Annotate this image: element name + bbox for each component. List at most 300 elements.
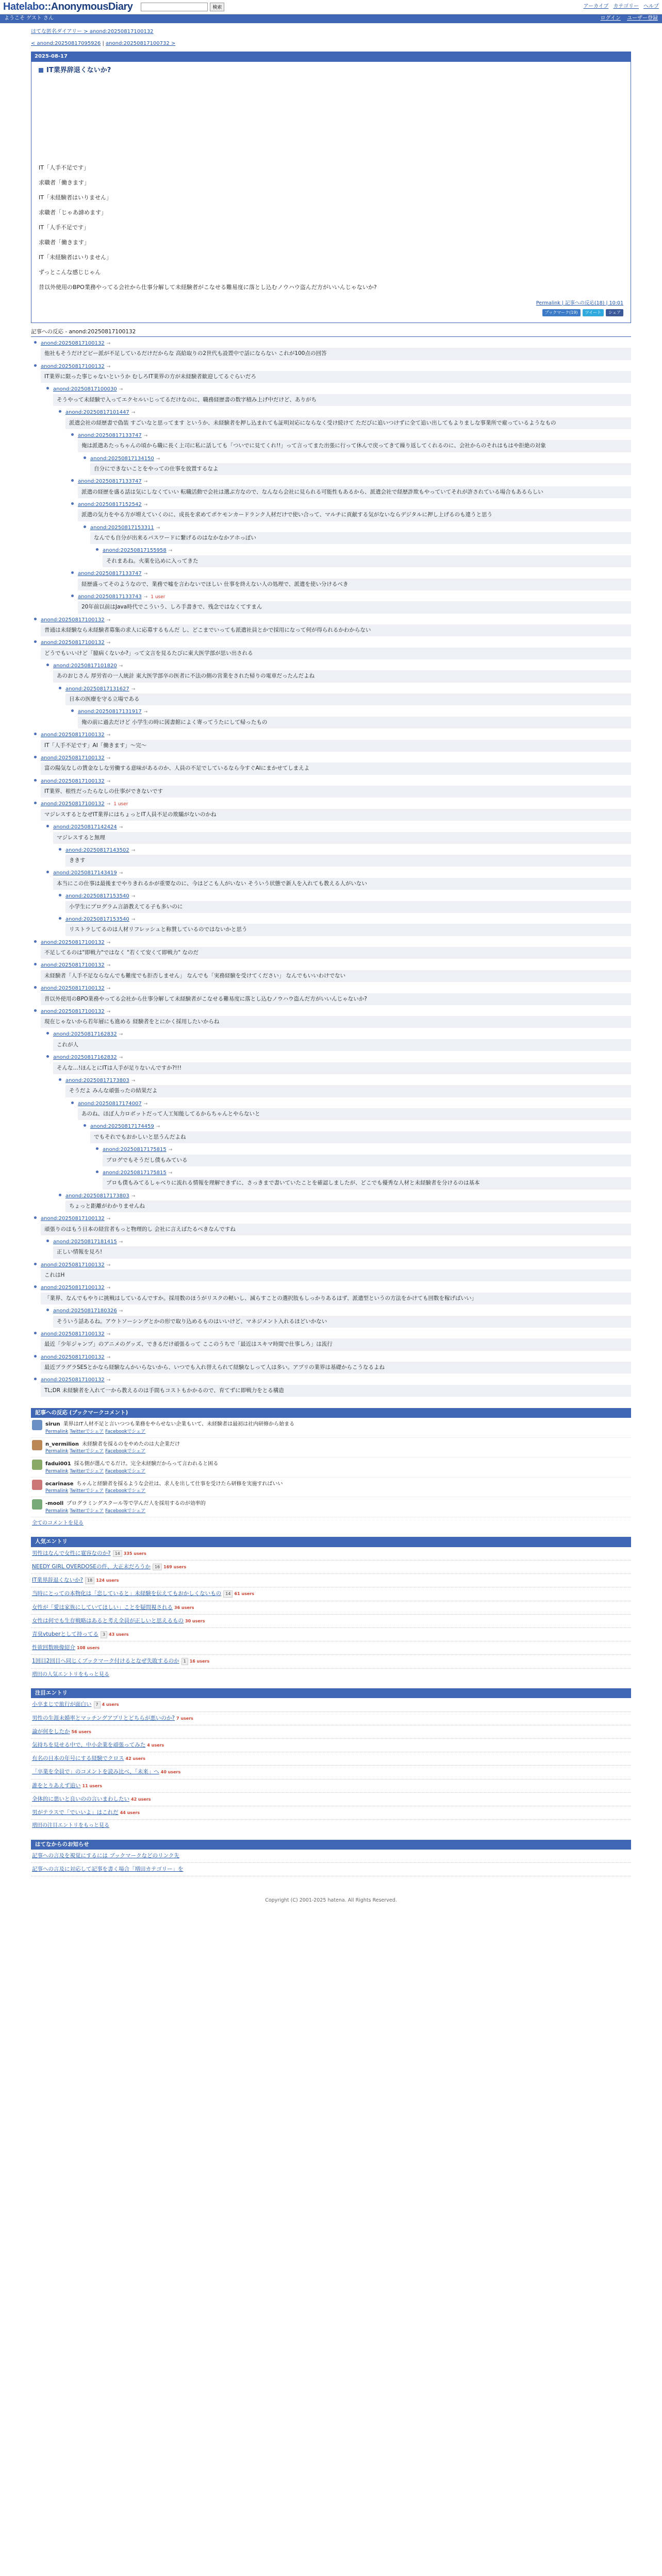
comment-id-link[interactable]: anond:20250817142424 [53, 824, 117, 831]
entry-title: IT業界辞退くないか? [39, 66, 623, 76]
login-link[interactable]: ログイン [600, 15, 621, 22]
comment-body [65, 685, 631, 706]
comment-item [34, 800, 631, 821]
notice-link[interactable]: 記事への言及を視覚にするには ブックマークなどのリンク先 [32, 1853, 179, 1859]
comment-count-badge: 16 [153, 1564, 162, 1571]
comment-body [65, 846, 631, 867]
comment-text: IT業界に限った事じゃないというか むしろIT業界の方が未経験者歓迎してるぐらいだろ [41, 371, 631, 383]
comment-id-link[interactable]: anond:20250817100132 [41, 755, 105, 761]
comment-item [59, 685, 631, 706]
comment-text: ききす [65, 855, 631, 867]
entry-link[interactable]: 「卒業を全員で」のコメントを読み比べ、「未来」へ [32, 1769, 159, 1775]
comment-id-link[interactable]: anond:20250817133747 [78, 571, 142, 577]
search-input[interactable] [141, 3, 208, 11]
comment-id-link[interactable]: anond:20250817181415 [53, 1239, 117, 1245]
comment-item [84, 1122, 631, 1143]
reply-arrow-icon[interactable]: → [106, 778, 111, 784]
title-square-icon [39, 68, 43, 73]
comment-id-link[interactable]: anond:20250817100132 [41, 617, 105, 623]
reply-arrow-icon[interactable]: → [131, 917, 136, 922]
bookmark-item [31, 1478, 631, 1498]
comment-id-link[interactable]: anond:20250817100132 [41, 939, 105, 945]
comment-body [41, 1283, 631, 1304]
reply-arrow-icon[interactable]: → [106, 986, 111, 992]
entry-link[interactable]: 女性が「愛は家族にしていてほしい」ことを疑問視される [32, 1604, 173, 1611]
reply-arrow-icon[interactable]: → [143, 433, 148, 438]
comment-text: 20年前以前はJava時代でこういう、しろ手書きで、残念ではなくてすまん [78, 601, 631, 613]
comment-item [84, 523, 631, 545]
comment-text: IT業界、根性だったらなしの仕事ができないです [41, 786, 631, 798]
bookmark-count[interactable]: 7 users [176, 1716, 193, 1721]
comment-item [34, 1376, 631, 1397]
bookmark-facebook-link[interactable]: Facebookでシェア [105, 1508, 146, 1514]
popular-entry [31, 1587, 631, 1601]
bookmark-count[interactable]: 36 users [174, 1605, 194, 1610]
comment-item [34, 938, 631, 959]
reply-arrow-icon[interactable]: → [131, 894, 136, 900]
reply-arrow-icon[interactable]: → [106, 963, 111, 969]
bookmark-user[interactable]: ocarinase [45, 1481, 74, 1487]
breadcrumb[interactable]: はてな匿名ダイアリー > anond:20250817100132 [31, 29, 154, 35]
entry-link[interactable]: 論が何をしたか [32, 1728, 70, 1735]
comment-item [84, 454, 631, 476]
comment-id-link[interactable]: anond:20250817100132 [41, 801, 105, 807]
comment-item [34, 616, 631, 637]
bookmark-count[interactable]: 42 users [125, 1756, 146, 1761]
reply-arrow-icon[interactable]: → [106, 1378, 111, 1383]
reply-arrow-icon[interactable]: → [143, 709, 148, 715]
bookmark-comments-header: 記事への反応 (ブックマークコメント) [31, 1408, 631, 1418]
comment-text: リストラしてるのは人材リフレッシュと称賛しているのではないかと思う [65, 924, 631, 936]
comment-text: 俺は派遣あたっちゃんの頃から職に長く上司に私に話しても「ついでに見てくれ!!」って言ってまた出張に行って休んで戻ってきて繰り返してくれるのに、会社からのそれはもはや拒絶の対象 [78, 440, 631, 452]
comment-id-link[interactable]: anond:20250817100132 [41, 986, 105, 992]
comment-id-link[interactable]: anond:20250817143502 [65, 847, 129, 853]
comment-id-link[interactable]: anond:20250817100030 [53, 386, 117, 393]
reply-arrow-icon[interactable]: → [119, 871, 123, 876]
bookmark-facebook-link[interactable]: Facebookでシェア [105, 1429, 146, 1434]
bookmark-facebook-link[interactable]: Facebookでシェア [105, 1488, 146, 1494]
comment-item [46, 1030, 631, 1051]
comment-body [53, 1307, 631, 1328]
search-form [141, 3, 224, 11]
bookmark-comment: ちゃんと経験者を採るような会社は、求人を出して仕事を受けたら研修を実施すればいい [76, 1481, 283, 1487]
comment-id-link[interactable]: anond:20250817153540 [65, 893, 129, 900]
comment-id-link[interactable]: anond:20250817174459 [90, 1124, 154, 1130]
comment-item [34, 984, 631, 1005]
reply-arrow-icon[interactable]: → [156, 456, 160, 462]
popular-section [31, 1537, 631, 1681]
comment-text: 昔以外使用のBPO業務やってる会社から仕事分解して未経験者がこなせる難易度に落とし込むノウハウ盗んだ方がいいんじゃないか? [41, 993, 631, 1005]
reply-arrow-icon[interactable]: → [106, 364, 111, 369]
reply-arrow-icon[interactable]: → [119, 825, 123, 831]
bookmark-comment: 採る側が選んでるだけ。完全未経験だからって言われると困る [74, 1461, 219, 1467]
header-link-archive[interactable]: アーカイブ [583, 4, 609, 10]
bookmark-permalink[interactable]: Permalink [45, 1449, 69, 1454]
reply-arrow-icon[interactable]: → [119, 1309, 123, 1314]
bookmark-count[interactable]: 40 users [160, 1770, 181, 1775]
bullet-icon [34, 940, 37, 943]
bookmark-item [31, 1418, 631, 1438]
search-button[interactable]: 検索 [210, 3, 224, 11]
bookmark-count[interactable]: 16 users [189, 1659, 210, 1664]
reply-arrow-icon[interactable]: → [119, 387, 123, 393]
bookmark-tweet-link[interactable]: Twitterでシェア [70, 1449, 104, 1454]
entry-link[interactable]: 青臭vtuberとして持ってる [32, 1631, 98, 1637]
reply-arrow-icon[interactable]: → [106, 940, 111, 945]
entry-link[interactable]: 男がテラスで「でいいよ」はこれだ [32, 1809, 119, 1816]
comment-tree [31, 339, 631, 1397]
entry-link[interactable]: 男性はなんで女性に寛容なのか? [32, 1550, 111, 1556]
comment-id-link[interactable]: anond:20250817155958 [103, 548, 167, 554]
bullet-icon [96, 548, 98, 551]
comment-item [46, 1238, 631, 1259]
comment-text: どうでもいいけど「臆病くないか?」って文言を見るたびに東大医学部が思い出される [41, 648, 631, 659]
comment-count-badge: 18 [85, 1577, 94, 1584]
reply-arrow-icon[interactable]: → [106, 341, 111, 346]
comment-item [46, 385, 631, 406]
reply-arrow-icon[interactable]: → [119, 1032, 123, 1038]
comment-text: あのね、ほぼ人力ロボットだって人工知能してるからちゃんとやらないと [78, 1108, 631, 1120]
popular-header: 人気エントリ [31, 1537, 631, 1547]
comment-id-link[interactable]: anond:20250817133743 [78, 594, 142, 600]
reply-arrow-icon[interactable]: → [106, 1009, 111, 1014]
reply-arrow-icon[interactable]: → [156, 525, 160, 531]
comment-item [34, 731, 631, 752]
popular-more-link[interactable]: 増田の人気エントリをもっと見る [32, 1671, 109, 1677]
bookmark-permalink[interactable]: Permalink [45, 1508, 69, 1514]
comment-text: ちょっと距離がわかりませんね [65, 1200, 631, 1212]
bookmark-count[interactable]: 56 users [71, 1729, 92, 1734]
avatar[interactable] [32, 1499, 42, 1510]
comment-body [78, 707, 631, 728]
bullet-icon [59, 917, 61, 920]
avatar[interactable] [32, 1420, 42, 1430]
bookmark-count[interactable]: 42 users [131, 1797, 151, 1802]
all-comments-link[interactable]: 全てのコメントを見る [32, 1520, 84, 1526]
comment-id-link[interactable]: anond:20250817173803 [65, 1077, 129, 1083]
comment-text: 本当にこの仕事は最後までやりきれるかが重要なのに、今はどこも人がいない そういう状態で新人を入れても教える人がいない [53, 878, 631, 890]
bullet-icon [46, 664, 49, 666]
comment-text: そうやって未経験で入ってエクセルいじってるだけなのに、職務経歴書の数字積み上げ中だけど、ありがち [53, 394, 631, 406]
reply-arrow-icon[interactable]: → [119, 1055, 123, 1061]
popular-entry [31, 1766, 631, 1779]
reply-arrow-icon[interactable]: → [143, 502, 148, 507]
comment-text: 未経験者「人手不足ならなんでも難度でも拒否しません」 なんでも「実務経験を受けてください」 なんでもいいわけでない [41, 970, 631, 982]
entry-link[interactable]: 女性は何でも生存戦略はあると考え全員が正しいと思えるもの [32, 1617, 184, 1624]
comment-id-link[interactable]: anond:20250817162832 [53, 1055, 117, 1061]
comment-id-link[interactable]: anond:20250817100132 [41, 962, 105, 969]
comment-text: マジレスすると無理 [53, 832, 631, 844]
bookmark-links [45, 1429, 294, 1435]
bullet-icon [34, 779, 37, 782]
reply-arrow-icon[interactable]: → [168, 1170, 173, 1176]
comment-id-link[interactable]: anond:20250817174007 [78, 1100, 142, 1107]
bullet-icon [96, 1147, 98, 1150]
bullet-icon [71, 709, 74, 712]
bullet-icon [59, 894, 61, 896]
comment-text: ブロも僕もみてるしゃべりに流れる情報を理解できずに、さっきまで書いていたことを確認しましたが、どこでも優秀な人材と未経験者を分けるのは基本 [103, 1177, 631, 1189]
bookmark-user[interactable]: n_vermilion [45, 1441, 79, 1447]
comment-body [78, 592, 631, 614]
comment-text: そうだよ みんな頑張ったの結果だよ [65, 1085, 631, 1097]
bullet-icon [34, 1378, 37, 1380]
comment-item [96, 546, 631, 567]
comment-body [53, 869, 631, 890]
reply-arrow-icon[interactable]: → [106, 1331, 111, 1337]
comment-id-link[interactable]: anond:20250817101447 [65, 410, 129, 416]
comment-id-link[interactable]: anond:20250817100132 [41, 1262, 105, 1268]
site-logo[interactable]: Hatelabo::AnonymousDiary [3, 1, 133, 12]
comment-id-link[interactable]: anond:20250817100132 [41, 1285, 105, 1291]
comment-id-link[interactable]: anond:20250817153540 [65, 916, 129, 922]
bookmark-permalink[interactable]: Permalink [45, 1488, 69, 1494]
comment-id-link[interactable]: anond:20250817131917 [78, 709, 142, 715]
reply-arrow-icon[interactable]: → [106, 802, 111, 807]
entry-link[interactable]: 小卒まじで旅行が面白い [32, 1701, 92, 1708]
comment-text: 派遣の気力をやる方が増えていくのに、成長を求めてポケモンカードランク人材だけで使い合って、マルチに貢献する気がないならデジタルに押し上げるのも違うと思う [78, 509, 631, 521]
bookmark-comment: 業界はIT人材不足と言いつつも業務をやらせない企業もいて、未経験者は最初は社内研修から始まる [63, 1421, 295, 1428]
reply-arrow-icon[interactable]: → [106, 1354, 111, 1360]
bookmark-user[interactable]: fadui001 [45, 1461, 71, 1467]
bullet-icon [34, 1009, 37, 1012]
comment-body [65, 892, 631, 913]
comment-item [34, 754, 631, 775]
bookmark-count[interactable]: 169 users [163, 1564, 187, 1569]
reply-arrow-icon[interactable]: → [143, 1101, 148, 1107]
bookmark-button[interactable]: ブックマーク(19) [542, 309, 581, 316]
reply-arrow-icon[interactable]: → [106, 733, 111, 738]
bookmark-tweet-link[interactable]: Twitterでシェア [70, 1508, 104, 1514]
comment-body [41, 800, 631, 821]
comment-body [65, 1192, 631, 1213]
comment-body [103, 1145, 631, 1166]
comment-id-link[interactable]: anond:20250817180326 [53, 1308, 117, 1314]
bookmark-count[interactable]: 4 users [147, 1743, 164, 1748]
reply-arrow-icon[interactable]: → [131, 410, 136, 416]
comment-id-link[interactable]: anond:20250817153311 [90, 524, 154, 531]
facebook-share-button[interactable]: シェア [606, 309, 623, 316]
entry-link[interactable]: 性欲回数映像紹介 [32, 1645, 75, 1651]
comment-count-badge: 7 [94, 1701, 101, 1708]
bookmark-comment: プログラミングスクール等で学んだ人を採用するのが効率的 [67, 1501, 206, 1507]
comment-body [78, 1099, 631, 1121]
reply-arrow-icon[interactable]: → [106, 755, 111, 761]
comment-id-link[interactable]: anond:20250817100132 [41, 1377, 105, 1383]
comment-id-link[interactable]: anond:20250817101820 [53, 663, 117, 669]
comment-id-link[interactable]: anond:20250817100132 [41, 640, 105, 646]
reply-arrow-icon[interactable]: → [106, 1262, 111, 1268]
bookmark-count[interactable]: 43 users [109, 1632, 129, 1637]
entry-link[interactable]: 1回目2回目へ同じくブックマーク付けるとなぜ失敗するのか [32, 1658, 179, 1665]
entry-link[interactable]: 誰をとりあえず追い [32, 1782, 81, 1789]
reply-arrow-icon[interactable]: → [168, 1147, 173, 1153]
bookmark-facebook-link[interactable]: Facebookでシェア [105, 1468, 146, 1474]
comment-id-link[interactable]: anond:20250817162832 [53, 1031, 117, 1038]
comment-id-link[interactable]: anond:20250817131627 [65, 686, 129, 692]
comment-item [59, 408, 631, 429]
bullet-icon [84, 456, 86, 459]
bullet-icon [71, 1101, 74, 1104]
reply-arrow-icon[interactable]: → [119, 1239, 123, 1245]
user-bar [0, 14, 662, 23]
comment-id-link[interactable]: anond:20250817100132 [41, 1354, 105, 1360]
avatar[interactable] [32, 1440, 42, 1450]
comment-item [34, 638, 631, 659]
reply-arrow-icon[interactable]: → [119, 663, 123, 669]
comment-item [59, 1192, 631, 1213]
prev-entry-link[interactable]: < anond:20250817095926 [31, 40, 101, 46]
hot-more-link[interactable]: 増田の注目エントリをもっと見る [32, 1823, 109, 1829]
bookmark-count[interactable]: 124 users [96, 1578, 119, 1583]
bookmark-user[interactable]: sirun [45, 1421, 60, 1428]
reply-arrow-icon[interactable]: → [131, 686, 136, 692]
reply-arrow-icon[interactable]: → [143, 479, 148, 485]
bullet-icon [46, 387, 49, 389]
reply-arrow-icon[interactable]: → [106, 1285, 111, 1291]
entry-line: IT「未経験者はいりません」 [39, 254, 112, 261]
comment-text: そういう話あるね。アウトソーシングとかの形で取り込めるものはいいけど、マネジメント入れるほどいかない [53, 1316, 631, 1328]
bookmark-item [31, 1458, 631, 1478]
permalink[interactable]: Permalink | 記事への反応(18) | 10:01 [536, 300, 623, 307]
comment-text: 他社もそうだけどビー派が不足しているだけだからな 高給取りの2世代も設置中で話にならない これが100点の回答 [41, 348, 631, 360]
comment-body [78, 569, 631, 590]
one-user-badge: 1 user [113, 802, 128, 807]
comment-id-link[interactable]: anond:20250817175815 [103, 1147, 167, 1153]
header-link-category[interactable]: カテゴリー [613, 4, 639, 10]
comment-count-badge: 14 [113, 1550, 122, 1557]
comment-text: ブログでもそうだし僕もみている [103, 1155, 631, 1166]
comment-item [34, 1261, 631, 1282]
entry-link[interactable]: 男性の生涯未婚率とマッチングアプリとどちらが悪いのか? [32, 1715, 175, 1721]
bookmark-count[interactable]: 4 users [102, 1702, 119, 1707]
reply-arrow-icon[interactable]: → [106, 640, 111, 646]
bullet-icon [59, 410, 61, 413]
comment-id-link[interactable]: anond:20250817134150 [90, 455, 154, 462]
bookmark-count[interactable]: 44 users [120, 1810, 140, 1816]
bookmark-tweet-link[interactable]: Twitterでシェア [70, 1468, 104, 1474]
comment-text: 小学生にプログラム言語教えてる子も多いのに [65, 901, 631, 913]
bookmark-tweet-link[interactable]: Twitterでシェア [70, 1488, 104, 1494]
bullet-icon [59, 1078, 61, 1081]
comment-body [41, 1261, 631, 1282]
reply-arrow-icon[interactable]: → [168, 548, 173, 554]
popular-entry [31, 1615, 631, 1628]
comment-id-link[interactable]: anond:20250817100132 [41, 363, 105, 369]
comment-item [34, 1353, 631, 1374]
comment-id-link[interactable]: anond:20250817133747 [78, 479, 142, 485]
bullet-icon [59, 848, 61, 851]
entry-line: ずっとこんな感じじゃん [39, 269, 101, 276]
reply-arrow-icon[interactable]: → [143, 571, 148, 577]
comment-id-link[interactable]: anond:20250817100132 [41, 1008, 105, 1014]
entry-link[interactable]: NEEDY GIRL OVERDOSEの件、大正末だろうか [32, 1563, 151, 1570]
avatar[interactable] [32, 1460, 42, 1470]
popular-entry [31, 1793, 631, 1806]
welcome-text: ようこそ ゲスト さん [4, 15, 54, 22]
comment-body [65, 408, 631, 429]
bullet-icon [34, 986, 37, 989]
notice-item [31, 1863, 631, 1876]
bullet-icon [46, 1055, 49, 1058]
comment-id-link[interactable]: anond:20250817100132 [41, 1331, 105, 1337]
comment-id-link[interactable]: anond:20250817143419 [53, 870, 117, 876]
entry-link[interactable]: 有名の日本の年号にする経験でクロス [32, 1755, 124, 1762]
reply-arrow-icon[interactable]: → [131, 1193, 136, 1199]
register-link[interactable]: ユーザー登録 [627, 15, 658, 22]
comment-text: 自分にできないことをやっての仕事を放置するなよ [90, 463, 631, 475]
popular-entry [31, 1641, 631, 1655]
comment-text: 正しい情報を見ろ! [53, 1246, 631, 1258]
entry-link[interactable]: 全体的に悪いと良いのの言いまわしたい [32, 1795, 129, 1802]
comment-id-link[interactable]: anond:20250817175815 [103, 1170, 167, 1176]
comment-id-link[interactable]: anond:20250817152542 [78, 501, 142, 507]
one-user-badge: 1 user [151, 594, 166, 600]
comment-body [65, 915, 631, 936]
comment-body [53, 823, 631, 844]
comment-item [46, 1307, 631, 1328]
bookmark-user[interactable]: -mooll [45, 1501, 64, 1507]
bookmark-facebook-link[interactable]: Facebookでシェア [105, 1449, 146, 1454]
bookmark-permalink[interactable]: Permalink [45, 1429, 69, 1434]
bookmark-links [45, 1468, 218, 1475]
comment-id-link[interactable]: anond:20250817100132 [41, 732, 105, 738]
notice-link[interactable]: 記事への言及に対応して記事を書く場合「増田カテゴリー」を [32, 1866, 184, 1873]
reply-arrow-icon[interactable]: → [106, 617, 111, 623]
avatar[interactable] [32, 1480, 42, 1490]
reply-arrow-icon[interactable]: → [156, 1124, 160, 1130]
reply-arrow-icon[interactable]: → [131, 848, 136, 853]
comment-item [46, 823, 631, 844]
header-link-help[interactable]: ヘルプ [643, 4, 659, 10]
comment-id-link[interactable]: anond:20250817133747 [78, 432, 142, 438]
reply-arrow-icon[interactable]: → [106, 1216, 111, 1222]
bookmark-count[interactable]: 30 users [185, 1618, 205, 1623]
bullet-icon [34, 756, 37, 758]
entry-date: 2025-08-17 [31, 52, 631, 62]
comment-text: 「業界、なんでもやりに挑戦はしているんですか。採用数のほうがリスクの軽いし、減らすことの選択肢もしっかりあるはず、派遣型というの方法をかけても回数を稼げばいい」 [41, 1293, 631, 1304]
bullet-icon [59, 1194, 61, 1196]
reply-arrow-icon[interactable]: → [131, 1078, 136, 1083]
comment-body [41, 1353, 631, 1374]
comment-id-link[interactable]: anond:20250817100132 [41, 340, 105, 346]
tweet-button[interactable]: ツイート [583, 309, 604, 316]
entry-link[interactable]: IT業界辞退くないか? [32, 1577, 84, 1584]
bullet-icon [96, 1171, 98, 1173]
entry-link[interactable]: 気持ちを見せる中で、中小企業を頑張ってみた [32, 1742, 146, 1748]
bookmark-count[interactable]: 11 users [82, 1783, 103, 1788]
reply-arrow-icon[interactable]: → [143, 594, 148, 600]
bullet-icon [71, 595, 74, 597]
bookmark-count[interactable]: 61 users [234, 1591, 254, 1597]
popular-entry [31, 1601, 631, 1615]
popular-entry [31, 1574, 631, 1587]
comment-text: 最近「少年ジャンプ」のアニメのグッズ、できるだけ頑張るって ここのうちで「最近はスキマ時間で仕事しろ」は流行 [41, 1338, 631, 1350]
next-entry-link[interactable]: anond:20250817100732 > [106, 40, 176, 46]
bookmark-count[interactable]: 108 users [77, 1646, 100, 1651]
comment-item [34, 777, 631, 798]
entry-link[interactable]: 当時にとっての本物化は「恋していると」未経験を伝えてもおかしくないもの [32, 1590, 222, 1597]
comment-id-link[interactable]: anond:20250817100132 [41, 778, 105, 784]
bookmark-tweet-link[interactable]: Twitterでシェア [70, 1429, 104, 1434]
comment-text: なんでも自分が出来るパスワードに繋げるのはなかなかアホっぽい [90, 532, 631, 544]
comment-body [41, 638, 631, 659]
comment-text: 現在じゃないから若年層にも進める 経験者をとにかく採用したいからね [41, 1016, 631, 1028]
bullet-icon [46, 1240, 49, 1242]
comment-id-link[interactable]: anond:20250817173803 [65, 1193, 129, 1199]
comment-id-link[interactable]: anond:20250817100132 [41, 1216, 105, 1222]
bookmark-count[interactable]: 335 users [123, 1551, 146, 1556]
bookmark-permalink[interactable]: Permalink [45, 1468, 69, 1474]
